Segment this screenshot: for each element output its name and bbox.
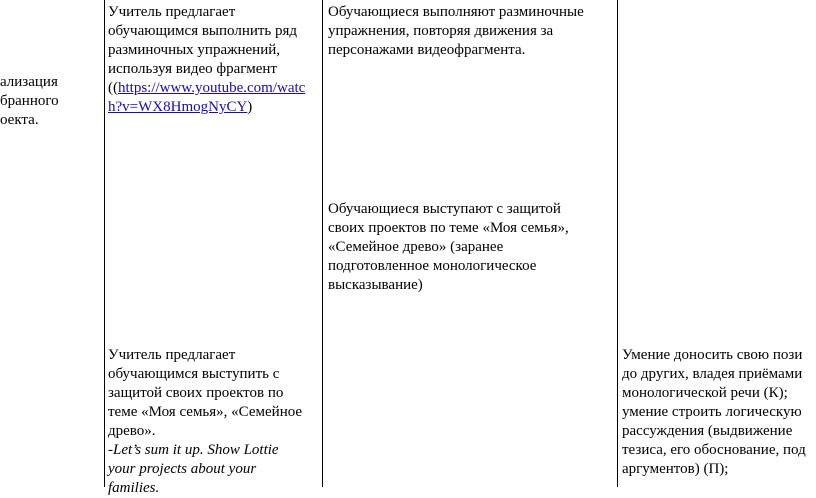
video-link-line	[108, 79, 305, 98]
student-text-line: высказывание)	[328, 277, 423, 293]
stage-name-line: оекта.	[0, 112, 39, 128]
column-divider-1	[104, 0, 105, 487]
student-activity-projects	[328, 200, 569, 295]
competency-line: рассуждения (выдвижение	[622, 423, 793, 439]
link-prefix: ((	[108, 80, 118, 96]
teacher-text-line: теме «Моя семья», «Семейное	[108, 404, 303, 420]
competency-line: до других, владея приёмами	[622, 366, 803, 382]
student-text-line: подготовленное монологическое	[328, 258, 537, 274]
stage-name-line: ализация	[0, 74, 58, 90]
teacher-text-line: разминочных упражнений,	[108, 42, 280, 58]
stage-name-line: бранного	[0, 93, 59, 109]
student-activity-warmup	[328, 3, 584, 60]
student-text-line: упражнения, повторяя движения за	[328, 23, 554, 39]
student-text-line: персонажами видеофрагмента.	[328, 42, 526, 58]
student-text-line: Обучающиеся выполняют разминочные	[328, 4, 584, 20]
teacher-text-line: обучающимся выполнить ряд	[108, 23, 298, 39]
competency-line: умение строить логическую	[622, 404, 802, 420]
teacher-text-line: Учитель предлагает	[108, 347, 236, 363]
column-divider-2	[322, 0, 323, 487]
teacher-text-line: обучающимся выступить с	[108, 366, 280, 382]
student-text-line: своих проектов по теме «Моя семья»,	[328, 220, 569, 236]
competency-line: аргументов) (П);	[622, 461, 729, 477]
student-text-line: «Семейное древо» (заранее	[328, 239, 504, 255]
teacher-english-line: families.	[108, 480, 160, 496]
teacher-english-line: -Let’s sum it up. Show Lottie	[108, 442, 279, 458]
teacher-text-line: Учитель предлагает	[108, 4, 236, 20]
competency-line: монологической речи (К);	[622, 385, 788, 401]
video-link-line	[108, 98, 305, 117]
competency-line: тезиса, его обоснование, под	[622, 442, 806, 458]
teacher-activity-warmup	[108, 3, 305, 117]
video-link-part-1[interactable]: https://www.youtube.com/watc	[118, 80, 306, 96]
stage-name-cell	[0, 73, 59, 130]
teacher-text-line: защитой своих проектов по	[108, 385, 284, 401]
teacher-text-line: древо».	[108, 423, 156, 439]
competency-line: Умение доносить свою пози	[622, 347, 803, 363]
teacher-text-line: используя видео фрагмент	[108, 61, 277, 77]
competencies-cell	[622, 346, 806, 479]
teacher-english-line: your projects about your	[108, 461, 257, 477]
video-link-part-2[interactable]: h?v=WX8HmogNyCY	[108, 99, 248, 115]
teacher-activity-projects	[108, 346, 302, 498]
column-divider-3	[617, 0, 618, 487]
link-suffix: )	[247, 99, 253, 115]
student-text-line: Обучающиеся выступают с защитой	[328, 201, 561, 217]
